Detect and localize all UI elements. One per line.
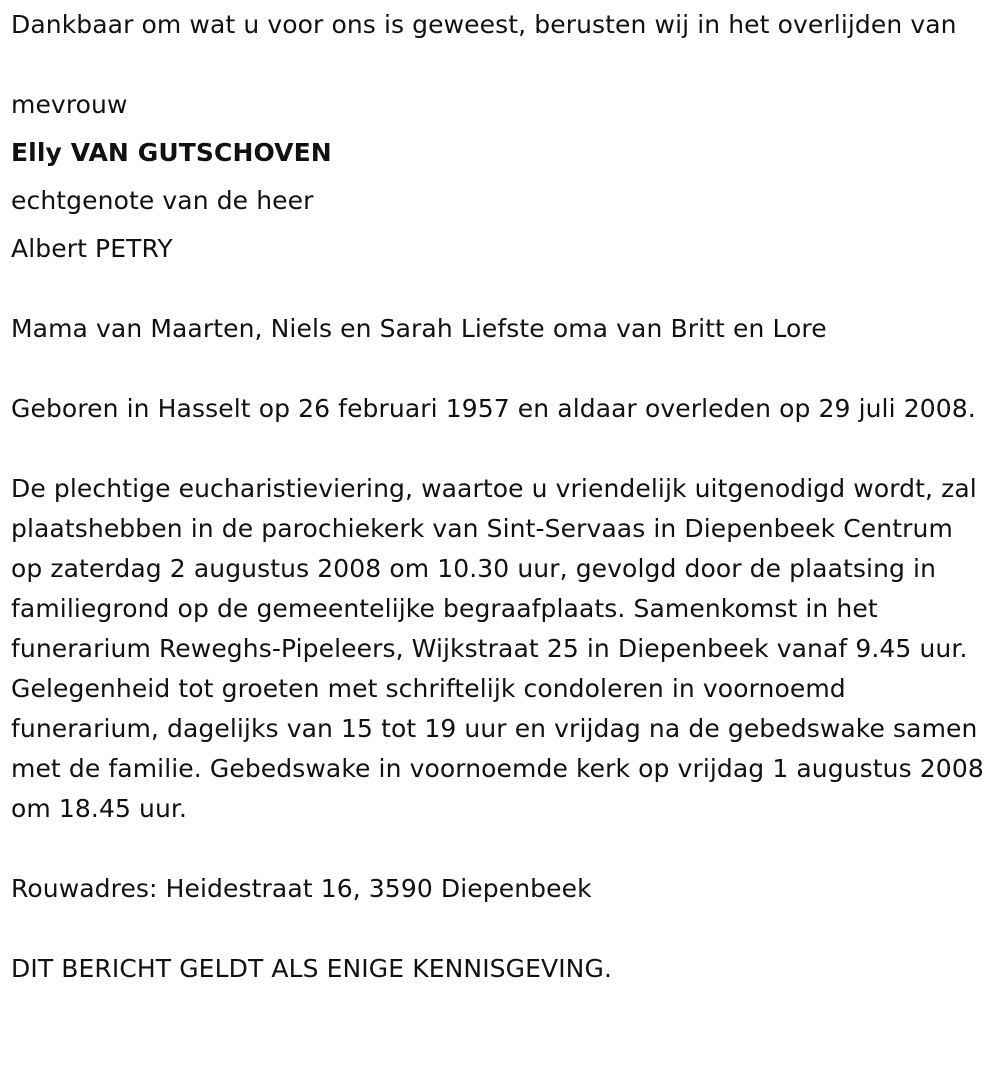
address-text: Rouwadres: Heidestraat 16, 3590 Diepenbeek (11, 874, 592, 903)
spacer (11, 349, 989, 389)
spacer (11, 45, 989, 85)
birth-death-text: Geboren in Hasselt op 26 februari 1957 en aldaar overleden op 29 juli 2008. (11, 394, 976, 423)
spacer (11, 125, 989, 133)
spacer (11, 909, 989, 949)
title-text: mevrouw (11, 90, 128, 119)
closing-text: DIT BERICHT GELDT ALS ENIGE KENNISGEVING. (11, 954, 612, 983)
spacer (11, 269, 989, 309)
spacer (11, 829, 989, 869)
spouse-intro: echtgenote van de heer (11, 186, 314, 215)
spacer (11, 173, 989, 181)
spouse-name: Albert PETRY (11, 234, 173, 263)
ceremony-text: De plechtige eucharistieviering, waartoe u vriendelijk uitgenodigd wordt, zal plaatshebben in de parochiekerk van Sint-Servaas in Diepenbeek Centrum op zaterdag 2 augustus 2008 om 10.30 uur, gevolgd door de plaatsing in familiegrond op de gemeentelijke begraafplaats. Samenkomst in het funerarium Reweghs-Pipeleers, Wijkstraat 25 in Diepenbeek vanaf 9.45 uur. Gelegenheid tot groeten met schriftelijk condoleren in voornoemd funerarium, dagelijks van 15 tot 19 uur en vrijdag na de gebedswake samen met de familie. Gebedswake in voornoemde kerk op vrijdag 1 augustus 2008 om 18.45 uur. (11, 474, 984, 823)
deceased-name: Elly VAN GUTSCHOVEN (11, 138, 332, 167)
intro-text: Dankbaar om wat u voor ons is geweest, berusten wij in het overlijden van (11, 10, 957, 39)
spacer (11, 221, 989, 229)
family-text: Mama van Maarten, Niels en Sarah Liefste oma van Britt en Lore (11, 314, 827, 343)
spacer (11, 429, 989, 469)
